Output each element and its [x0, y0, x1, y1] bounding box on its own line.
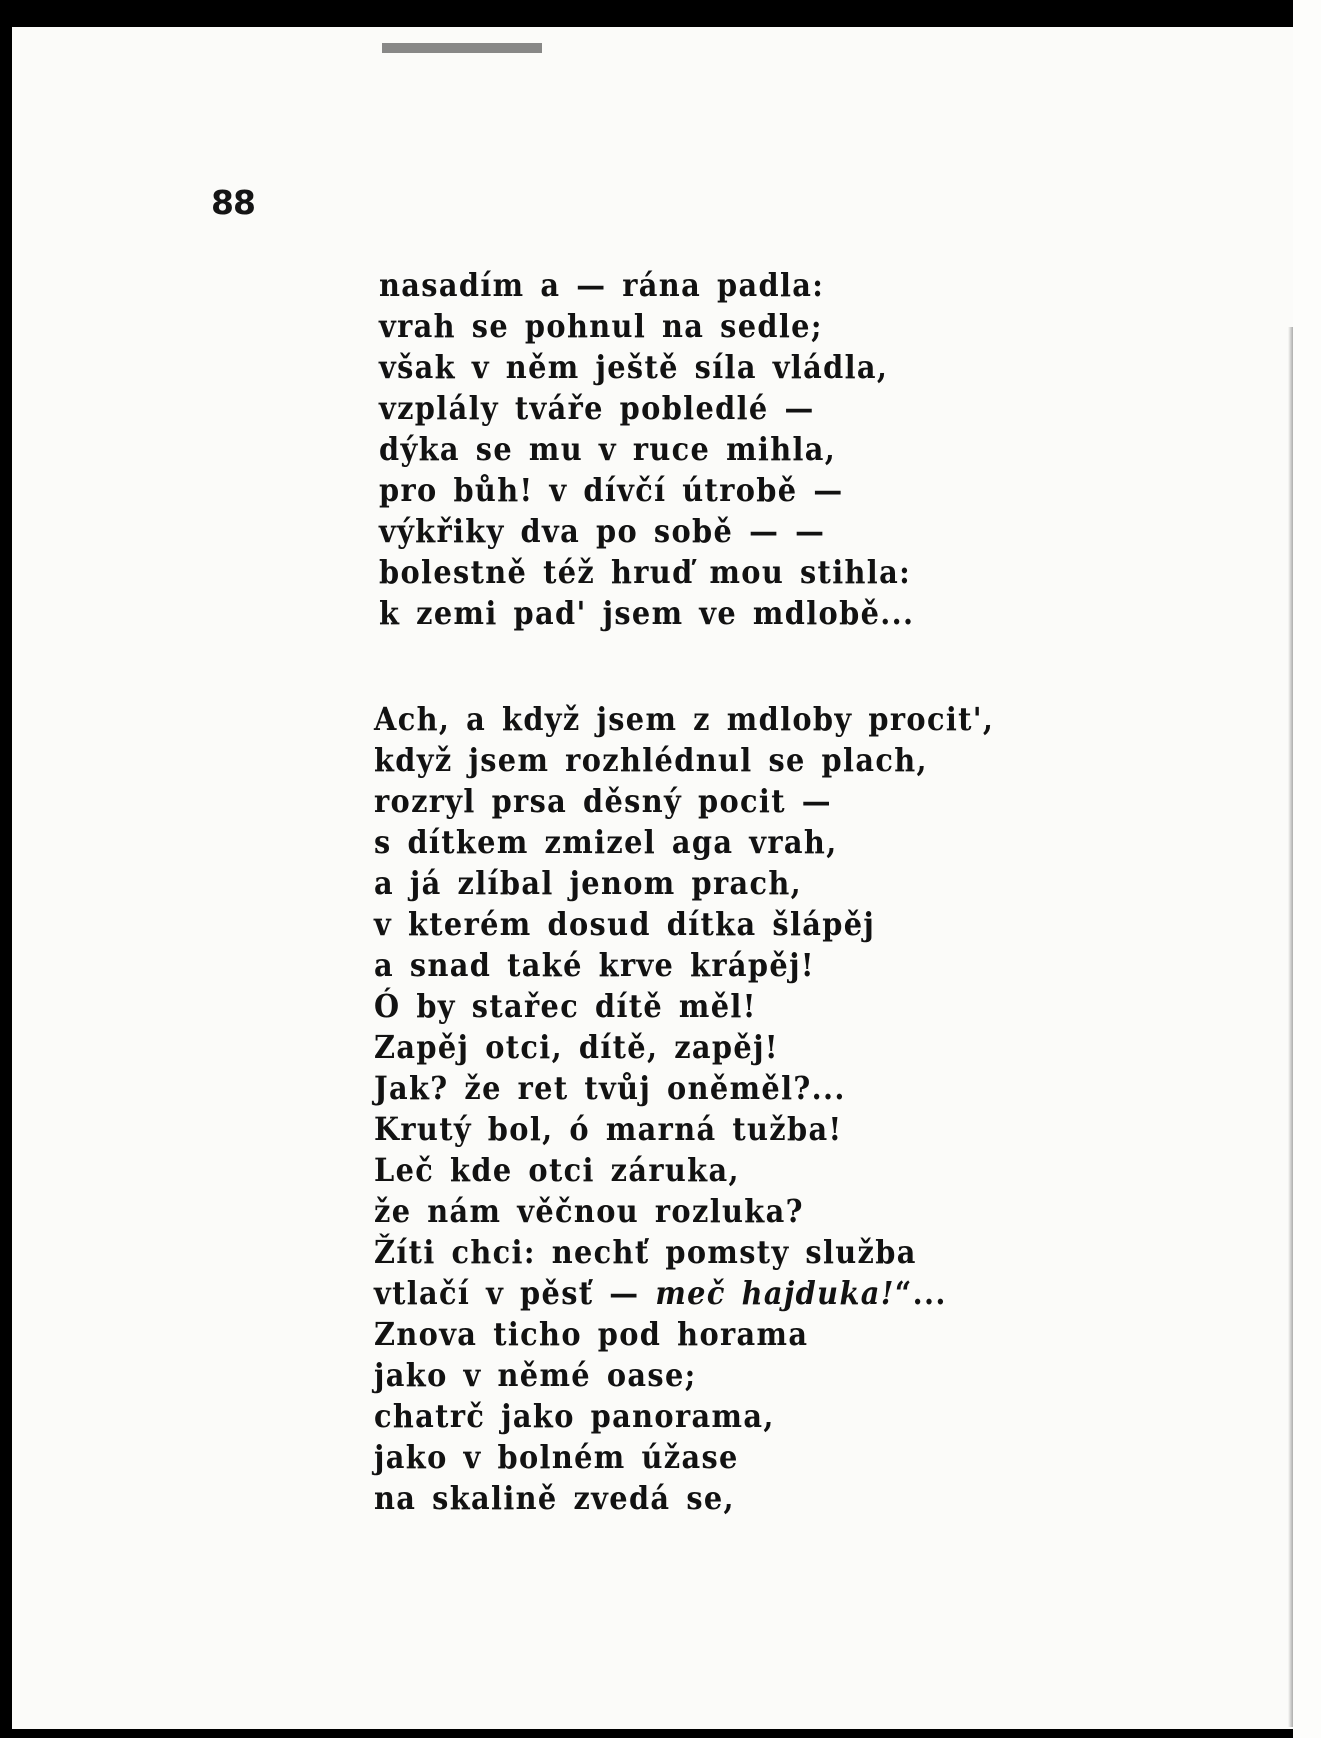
- verse-line: a snad také krve krápěj!: [374, 946, 815, 984]
- verse-line: s dítkem zmizel aga vrah,: [374, 823, 838, 861]
- verse-line: Ó by stařec dítě měl!: [374, 987, 757, 1025]
- verse-line: dýka se mu v ruce mihla,: [379, 430, 837, 468]
- verse-segment: vtlačí v pěsť —: [374, 1274, 640, 1312]
- verse-line: Znova ticho pod horama: [374, 1315, 809, 1353]
- scan-margin: [1293, 0, 1321, 1738]
- verse-line: Jak? že ret tvůj oněměl?...: [374, 1069, 846, 1107]
- verse-line-mixed: [374, 1273, 994, 1314]
- verse-line: Ach, a když jsem z mdloby procit',: [374, 700, 995, 738]
- verse-line: však v něm ještě síla vládla,: [379, 348, 889, 386]
- verse-line: když jsem rozhlédnul se plach,: [374, 741, 928, 779]
- verse-line: výkřiky dva po sobě — —: [379, 512, 826, 550]
- emphasized-phrase: meč hajduka!: [655, 1274, 895, 1312]
- verse-line: chatrč jako panorama,: [374, 1397, 775, 1435]
- verse-line: bolestně též hruď mou stihla:: [379, 553, 912, 591]
- verse-line: že nám věčnou rozluka?: [374, 1192, 804, 1230]
- verse-line: v kterém dosud dítka šlápěj: [374, 905, 876, 943]
- verse-line: Zapěj otci, dítě, zapěj!: [374, 1028, 779, 1066]
- verse-line: rozryl prsa děsný pocit —: [374, 782, 832, 820]
- verse-segment: “...: [894, 1274, 947, 1312]
- verse-line: vzplály tváře pobledlé —: [379, 389, 815, 427]
- verse-line: jako v němé oase;: [374, 1356, 697, 1394]
- verse-line: Žíti chci: nechť pomsty služba: [374, 1233, 917, 1271]
- verse-line: nasadím a — rána padla:: [379, 266, 825, 304]
- page-number: 88: [211, 183, 255, 222]
- scan-smudge: [382, 43, 542, 53]
- book-page: [12, 27, 1293, 1729]
- verse-line: Krutý bol, ó marná tužba!: [374, 1110, 843, 1148]
- verse-line: na skalině zvedá se,: [374, 1479, 735, 1517]
- verse-line: pro bůh! v dívčí útrobě —: [379, 471, 844, 509]
- verse-line: a já zlíbal jenom prach,: [374, 864, 803, 902]
- stanza-1: [379, 265, 914, 634]
- verse-line: jako v bolném úžase: [374, 1438, 739, 1476]
- verse-line: Leč kde otci záruka,: [374, 1151, 740, 1189]
- verse-line: k zemi pad' jsem ve mdlobě...: [379, 594, 915, 632]
- stanza-2: [374, 699, 994, 1519]
- verse-line: vrah se pohnul na sedle;: [379, 307, 823, 345]
